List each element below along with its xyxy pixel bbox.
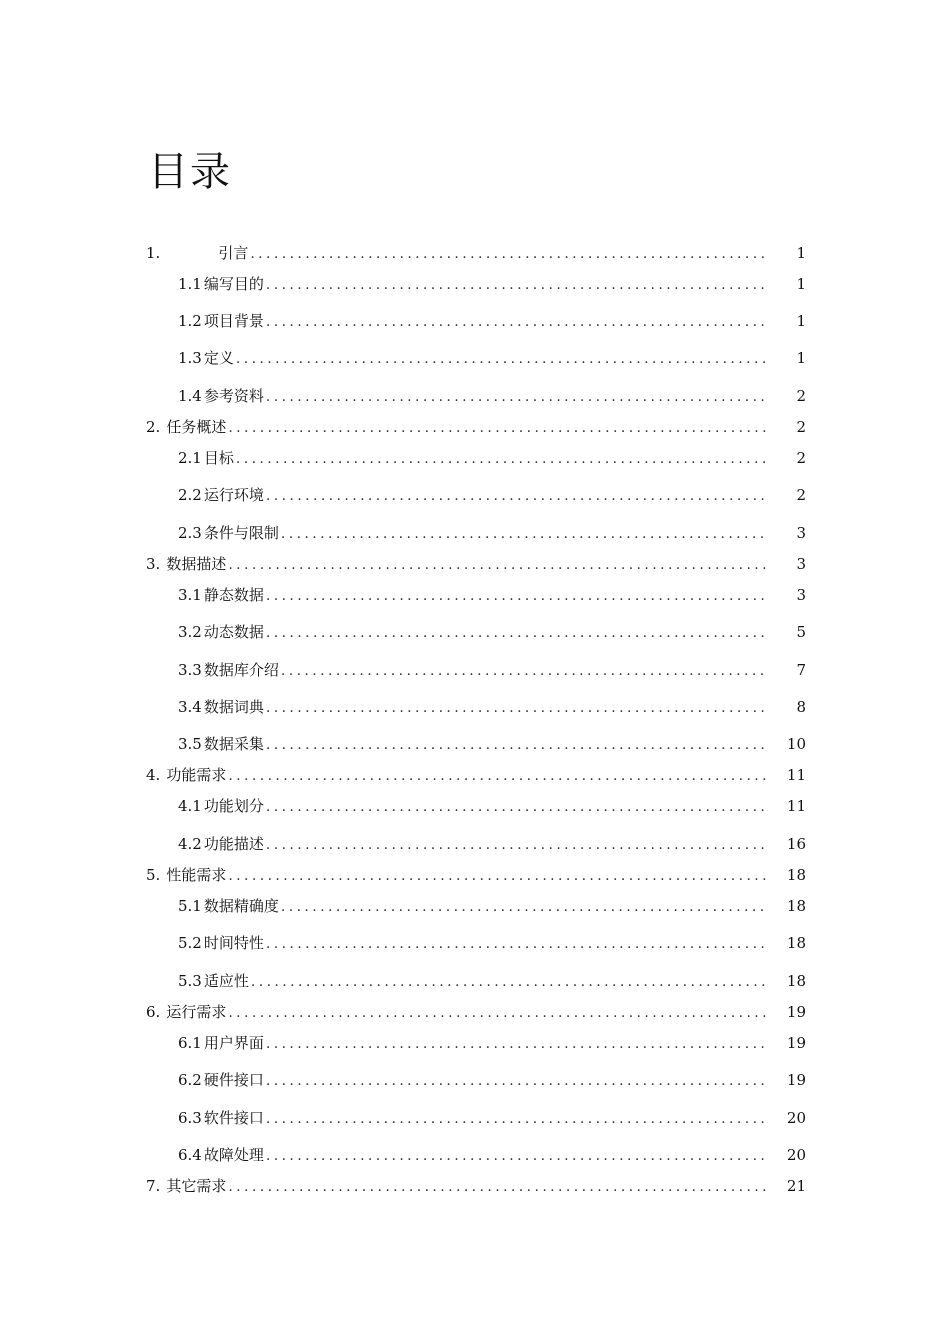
- toc-entry-6-4[interactable]: [178, 1145, 806, 1165]
- toc-entry-number: 3.4: [178, 698, 202, 716]
- toc-entry-label: 引言: [218, 244, 249, 262]
- toc-entry-1[interactable]: [146, 243, 806, 263]
- toc-entry-5-2[interactable]: [178, 933, 806, 953]
- toc-leader-dots: [266, 735, 766, 755]
- toc-entry-label: 定义: [203, 349, 234, 367]
- toc-entry-label: 性能需求: [166, 866, 227, 884]
- toc-entry-6-2[interactable]: [178, 1070, 806, 1090]
- toc-leader-dots: [281, 661, 766, 681]
- toc-entry-page: 16: [786, 835, 806, 853]
- toc-entry-4-2[interactable]: [178, 834, 806, 854]
- toc-entry-3-2[interactable]: [178, 622, 806, 642]
- toc-entry-label: 静态数据: [203, 586, 264, 604]
- toc-entry-number: 2.2: [178, 486, 202, 504]
- toc-leader-dots: [266, 275, 766, 295]
- toc-entry-page: 1: [796, 312, 806, 330]
- toc-entry-number: 5.: [146, 866, 161, 884]
- toc-leader-dots: [266, 698, 766, 718]
- toc-entry-number: 2.: [146, 418, 161, 436]
- toc-entry-number: 1.1: [178, 275, 202, 293]
- toc-leader-dots: [228, 1177, 766, 1197]
- toc-entry-page: 8: [796, 698, 806, 716]
- toc-entry-page: 3: [796, 524, 806, 542]
- toc-entry-page: 18: [786, 972, 806, 990]
- toc-entry-1-1[interactable]: [178, 274, 806, 294]
- toc-entry-number: 5.1: [178, 897, 202, 915]
- toc-entry-label: 时间特性: [203, 934, 264, 952]
- toc-entry-label: 功能划分: [203, 797, 264, 815]
- toc-entry-page: 19: [786, 1003, 806, 1021]
- toc-leader-dots: [266, 623, 766, 643]
- toc-leader-dots: [266, 387, 766, 407]
- toc-leader-dots: [266, 312, 766, 332]
- toc-entry-number: 6.2: [178, 1071, 202, 1089]
- toc-entry-label: 故障处理: [203, 1146, 264, 1164]
- toc-entry-number: 2.1: [178, 449, 202, 467]
- toc-entry-1-2[interactable]: [178, 311, 806, 331]
- toc-entry-number: 1.3: [178, 349, 202, 367]
- toc-leader-dots: [266, 797, 766, 817]
- toc-entry-label: 数据精确度: [203, 897, 279, 915]
- toc-entry-page: 1: [796, 349, 806, 367]
- toc-entry-page: 1: [796, 275, 806, 293]
- toc-entry-page: 3: [796, 555, 806, 573]
- toc-entry-3-1[interactable]: [178, 585, 806, 605]
- toc-leader-dots: [250, 244, 766, 264]
- toc-entry-6-3[interactable]: [178, 1108, 806, 1128]
- toc-entry-label: 软件接口: [203, 1109, 264, 1127]
- toc-entry-page: 2: [796, 387, 806, 405]
- toc-entry-2[interactable]: [146, 417, 806, 437]
- toc-leader-dots: [236, 449, 766, 469]
- toc-entry-5-1[interactable]: [178, 896, 806, 916]
- toc-leader-dots: [266, 1034, 766, 1054]
- toc-entry-number: 4.2: [178, 835, 202, 853]
- toc-entry-label: 功能描述: [203, 835, 264, 853]
- toc-entry-label: 目标: [203, 449, 234, 467]
- toc-entry-3[interactable]: [146, 554, 806, 574]
- toc-leader-dots: [228, 555, 766, 575]
- toc-entry-page: 2: [796, 449, 806, 467]
- toc-entry-page: 11: [786, 766, 806, 784]
- toc-entry-label: 用户界面: [203, 1034, 264, 1052]
- toc-entry-label: 动态数据: [203, 623, 264, 641]
- toc-entry-7[interactable]: [146, 1176, 806, 1196]
- toc-entry-3-5[interactable]: [178, 734, 806, 754]
- toc-entry-number: 3.5: [178, 735, 202, 753]
- toc-entry-number: 2.3: [178, 524, 202, 542]
- toc-entry-label: 功能需求: [166, 766, 227, 784]
- toc-entry-number: 4.1: [178, 797, 202, 815]
- toc-entry-number: 7.: [146, 1177, 161, 1195]
- toc-entry-1-3[interactable]: [178, 348, 806, 368]
- toc-entry-page: 1: [796, 244, 806, 262]
- toc-leader-dots: [251, 972, 766, 992]
- toc-entry-3-4[interactable]: [178, 697, 806, 717]
- toc-entry-number: 3.2: [178, 623, 202, 641]
- toc-entry-5-3[interactable]: [178, 971, 806, 991]
- toc-entry-label: 数据描述: [166, 555, 227, 573]
- page-title: 目录: [148, 149, 232, 195]
- toc-entry-label: 运行需求: [166, 1003, 227, 1021]
- toc-entry-label: 参考资料: [203, 387, 264, 405]
- toc-entry-page: 20: [786, 1109, 806, 1127]
- toc-leader-dots: [266, 1146, 766, 1166]
- toc-entry-page: 2: [796, 486, 806, 504]
- toc-entry-page: 20: [786, 1146, 806, 1164]
- toc-leader-dots: [266, 1109, 766, 1129]
- toc-entry-number: 1.2: [178, 312, 202, 330]
- toc-leader-dots: [266, 586, 766, 606]
- toc-entry-label: 运行环境: [203, 486, 264, 504]
- toc-entry-6[interactable]: [146, 1002, 806, 1022]
- toc-entry-number: 5.2: [178, 934, 202, 952]
- toc-entry-page: 10: [786, 735, 806, 753]
- toc-entry-page: 19: [786, 1071, 806, 1089]
- toc-entry-4-1[interactable]: [178, 796, 806, 816]
- toc-entry-label: 适应性: [203, 972, 249, 990]
- toc-entry-number: 6.1: [178, 1034, 202, 1052]
- toc-leader-dots: [281, 524, 766, 544]
- toc-entry-label: 数据采集: [203, 735, 264, 753]
- toc-entry-label: 编写目的: [203, 275, 264, 293]
- toc-leader-dots: [281, 897, 766, 917]
- toc-entry-page: 3: [796, 586, 806, 604]
- toc-entry-page: 7: [796, 661, 806, 679]
- toc-entry-number: 6.4: [178, 1146, 202, 1164]
- toc-entry-number: 4.: [146, 766, 161, 784]
- toc-entry-2-1[interactable]: [178, 448, 806, 468]
- toc-entry-label: 任务概述: [166, 418, 227, 436]
- toc-entry-label: 项目背景: [203, 312, 264, 330]
- toc-entry-number: 3.: [146, 555, 161, 573]
- toc-entry-4[interactable]: [146, 765, 806, 785]
- toc-leader-dots: [228, 1003, 766, 1023]
- toc-entry-page: 5: [796, 623, 806, 641]
- toc-entry-page: 21: [786, 1177, 806, 1195]
- toc-entry-number: 3.1: [178, 586, 202, 604]
- toc-entry-number: 1.4: [178, 387, 202, 405]
- toc-entry-page: 18: [786, 934, 806, 952]
- toc-leader-dots: [266, 934, 766, 954]
- toc-entry-number: 6.3: [178, 1109, 202, 1127]
- toc-entry-3-3[interactable]: [178, 660, 806, 680]
- toc-entry-label: 数据库介绍: [203, 661, 279, 679]
- toc-entry-number: 6.: [146, 1003, 161, 1021]
- toc-entry-label: 数据词典: [203, 698, 264, 716]
- toc-entry-page: 19: [786, 1034, 806, 1052]
- toc-entry-page: 2: [796, 418, 806, 436]
- toc-entry-number: 1.: [146, 244, 161, 262]
- toc-entry-label: 条件与限制: [203, 524, 279, 542]
- toc-leader-dots: [228, 766, 766, 786]
- toc-leader-dots: [266, 835, 766, 855]
- toc-leader-dots: [236, 349, 766, 369]
- toc-entry-5[interactable]: [146, 865, 806, 885]
- toc-leader-dots: [228, 866, 766, 886]
- toc-entry-1-4[interactable]: [178, 386, 806, 406]
- toc-leader-dots: [266, 1071, 766, 1091]
- toc-entry-number: 3.3: [178, 661, 202, 679]
- toc-entry-label: 其它需求: [166, 1177, 227, 1195]
- toc-leader-dots: [228, 418, 766, 438]
- toc-entry-page: 11: [786, 797, 806, 815]
- toc-leader-dots: [266, 486, 766, 506]
- toc-entry-number: 5.3: [178, 972, 202, 990]
- toc-entry-page: 18: [786, 897, 806, 915]
- toc-entry-label: 硬件接口: [203, 1071, 264, 1089]
- toc-entry-page: 18: [786, 866, 806, 884]
- toc-entry-2-2[interactable]: [178, 485, 806, 505]
- toc-entry-2-3[interactable]: [178, 523, 806, 543]
- toc-entry-6-1[interactable]: [178, 1033, 806, 1053]
